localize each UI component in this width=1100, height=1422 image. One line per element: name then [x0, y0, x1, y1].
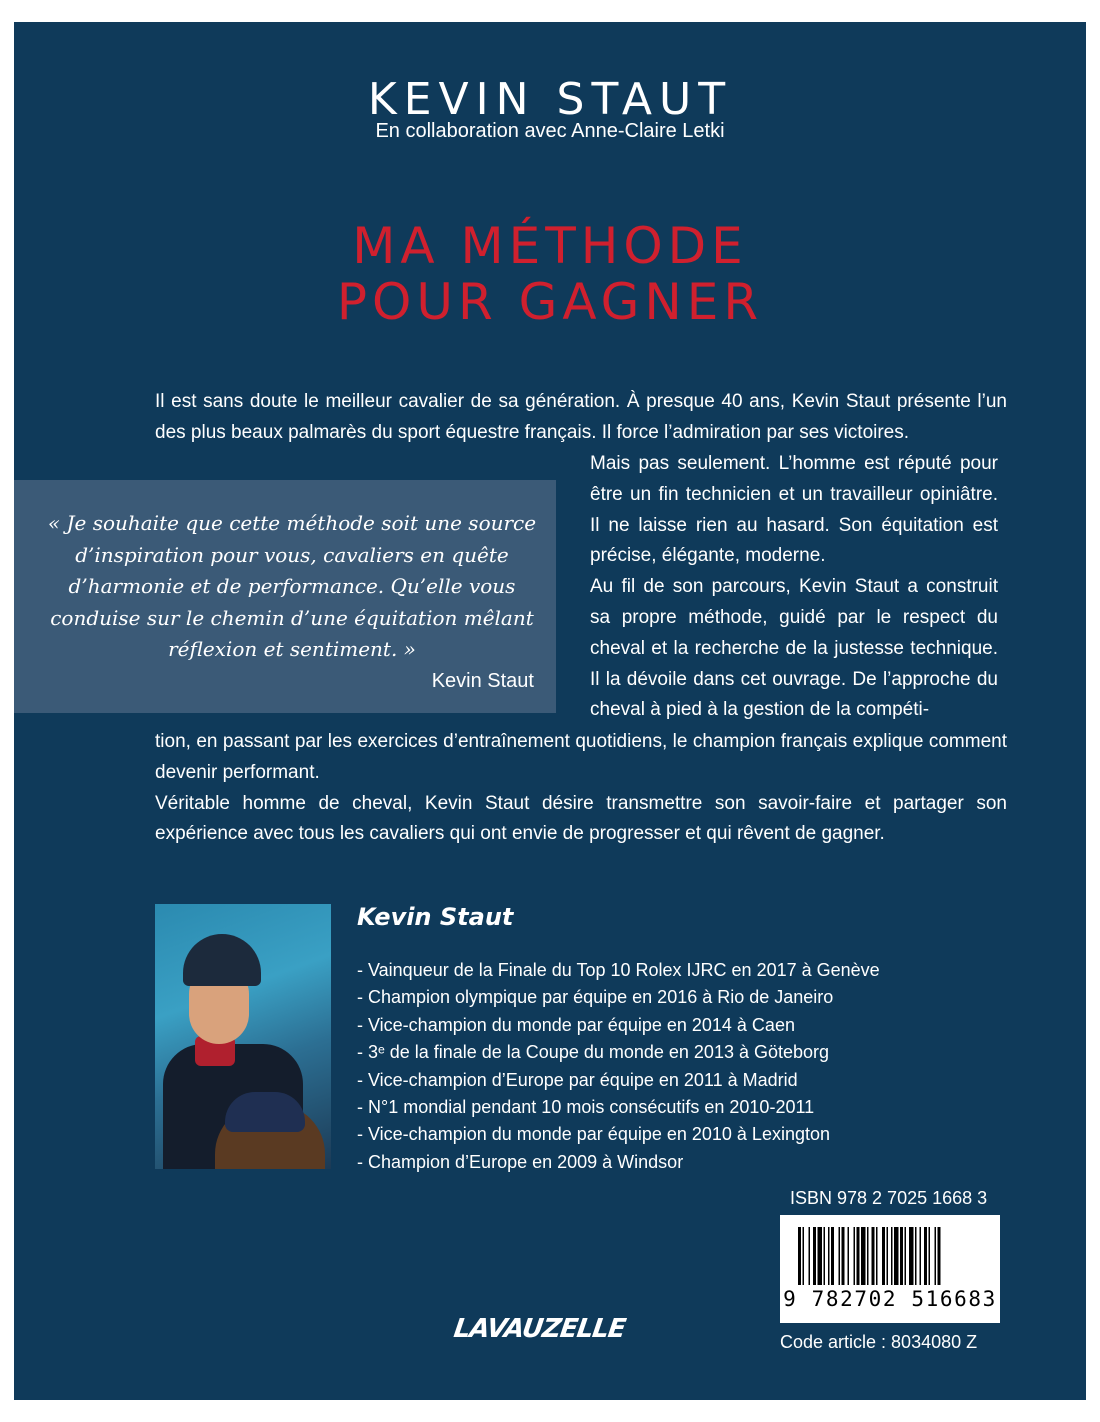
achievement-item: - Champion olympique par équipe en 2016 à Rio de Janeiro — [357, 987, 834, 1008]
blurb-closing: Véritable homme de cheval, Kevin Staut désire transmettre son savoir-faire et partager son expérience avec tous les cavaliers qui ont envie de progresser et qui rêvent de gagner. — [155, 792, 1007, 845]
isbn-label: ISBN 978 2 7025 1668 3 — [790, 1188, 988, 1208]
title-line-1: MA MÉTHODE — [352, 217, 748, 275]
barcode-digits: 9 782702 516683 — [783, 1287, 997, 1311]
publisher-logo: LAVAUZELLE — [451, 1314, 627, 1344]
photo-horse-bonnet — [225, 1092, 305, 1132]
barcode-bars — [798, 1227, 982, 1287]
author-name: KEVIN STAUT — [367, 74, 733, 125]
achievement-item: - Vainqueur de la Finale du Top 10 Rolex IJRC en 2017 à Genève — [357, 960, 880, 980]
book-title — [14, 218, 1086, 330]
book-back-cover — [14, 22, 1086, 1400]
quote-text: « Je souhaite que cette méthode soit une source d’inspiration pour vous, cavaliers en quête d’harmonie et de performance. Qu’elle vous conduise sur le chemin d’une équitation mêlant réflexion et sentiment. » — [47, 511, 537, 661]
achievement-item: - Vice-champion d’Europe par équipe en 2011 à Madrid — [357, 1069, 798, 1090]
quote-box — [14, 480, 556, 713]
blurb-intro-text: Il est sans doute le meilleur cavalier de sa génération. À presque 40 ans, Kevin Staut présente l’un des plus beaux palmarès du sport équestre français. Il force l’admiration par ses victoires. — [155, 391, 1007, 443]
blurb-intro — [155, 387, 1007, 449]
blurb-side-paragraph-2: Au fil de son parcours, Kevin Staut a construit sa propre méthode, guidé par le respect du cheval et la recherche de la justesse technique. Il la dévoile dans cet ouvrage. De l’approche du cheval à pied à la gestion de la compéti- — [590, 576, 998, 721]
barcode — [780, 1215, 1000, 1323]
achievement-item: - Champion d’Europe en 2009 à Windsor — [357, 1151, 684, 1172]
blurb-bottom — [155, 727, 1007, 850]
author-photo — [155, 904, 331, 1169]
quote-author: Kevin Staut — [431, 670, 534, 692]
achievement-item: - 3ᵉ de la finale de la Coupe du monde en 2013 à Göteborg — [357, 1042, 830, 1063]
blurb-continuation: tion, en passant par les exercices d’entraînement quotidiens, le champion français explique comment devenir performant. — [155, 731, 1007, 783]
achievement-item: - N°1 mondial pendant 10 mois consécutifs en 2010-2011 — [357, 1097, 815, 1118]
blurb-side-column — [590, 449, 998, 726]
title-line-2: POUR GAGNER — [336, 273, 764, 331]
bio-title: Kevin Staut — [357, 903, 514, 931]
blurb-side-paragraph-1: Mais pas seulement. L’homme est réputé pour être un fin technicien et un travailleur opiniâtre. Il ne laisse rien au hasard. Son équitation est précise, élégante, moderne. — [590, 453, 998, 567]
photo-helmet — [183, 934, 261, 986]
achievement-item: - Vice-champion du monde par équipe en 2014 à Caen — [357, 1014, 795, 1035]
achievement-item: - Vice-champion du monde par équipe en 2010 à Lexington — [357, 1124, 831, 1145]
collaboration-line: En collaboration avec Anne-Claire Letki — [375, 120, 725, 142]
code-article: Code article : 8034080 Z — [780, 1332, 978, 1352]
achievement-list — [357, 957, 880, 1176]
